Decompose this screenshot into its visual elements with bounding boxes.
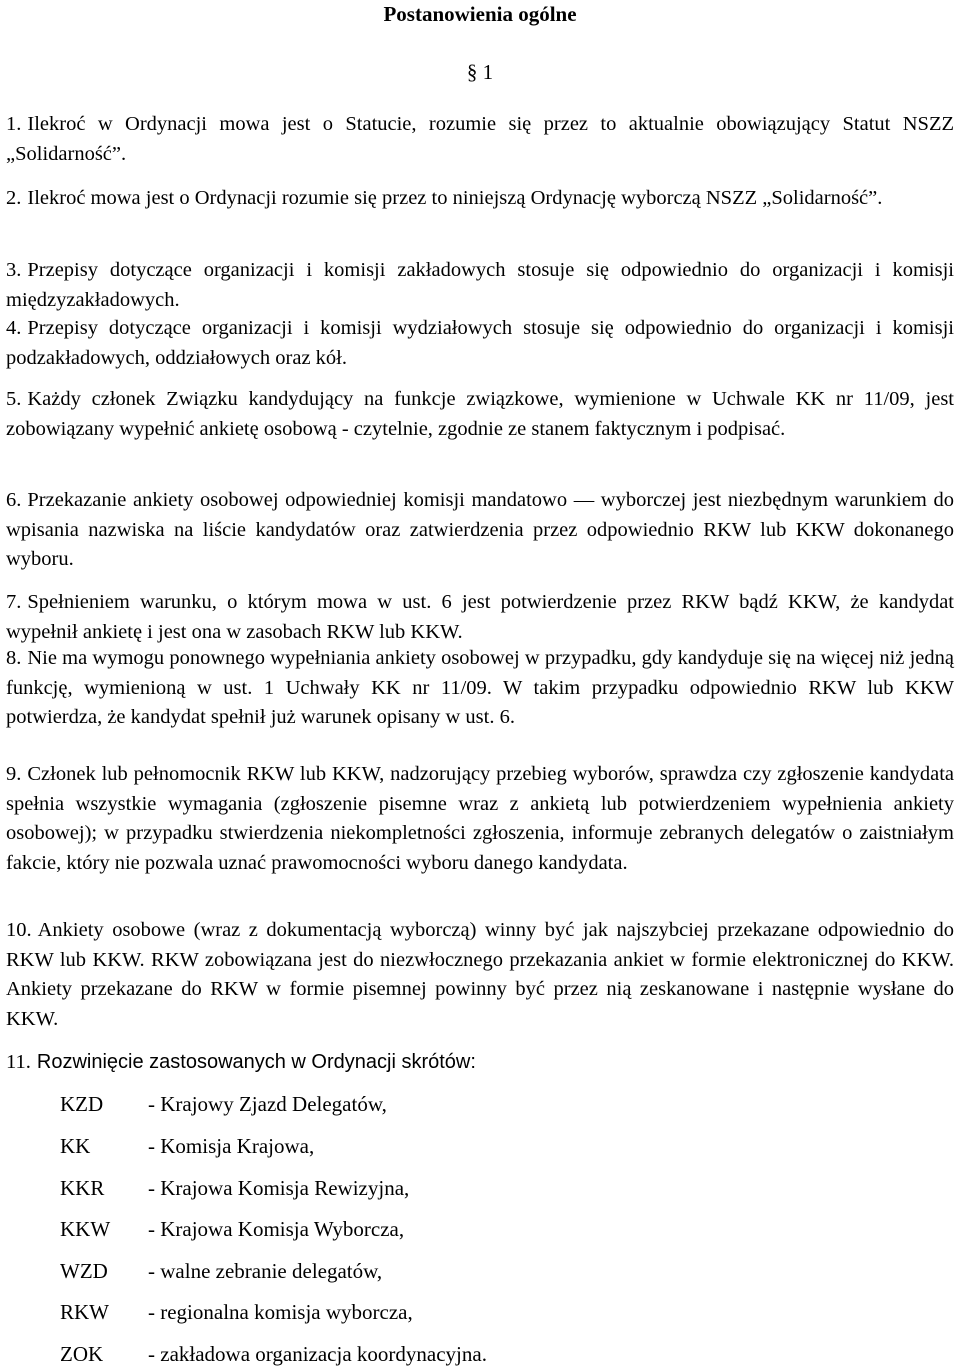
abbreviation-row — [60, 1298, 413, 1326]
abbreviation-row — [60, 1132, 314, 1160]
item-number: 5. — [6, 388, 22, 410]
provision-item — [6, 486, 954, 575]
item-text: Członek lub pełnomocnik RKW lub KKW, nadzorujący przebieg wyborów, sprawdza czy zgłoszenie kandydata spełnia wszystkie wymagania (zgłoszenie pisemne wraz z ankietą lub potwierdzeniem wypełnienia ankiety osobowej); w przypadku stwierdzenia niekompletności zgłoszenia, informuje zebranych delegatów o zaistniałym fakcie, który nie pozwala uznać prawomocności wyboru danego kandydata. — [6, 763, 954, 874]
abbreviation-row — [60, 1257, 382, 1285]
item-text: Ilekroć mowa jest o Ordynacji rozumie się przez to niniejszą Ordynację wyborczą NSZZ „Solidarność”. — [27, 187, 883, 209]
item-number: 10. — [6, 919, 32, 941]
abbreviation-code: RKW — [60, 1300, 109, 1324]
abbreviation-row — [60, 1090, 387, 1118]
item-number: 11. — [6, 1051, 31, 1073]
provision-item — [6, 385, 954, 444]
item-number: 9. — [6, 763, 22, 785]
provision-item — [6, 760, 954, 878]
abbreviation-code: KKR — [60, 1176, 105, 1200]
item-text: Nie ma wymogu ponownego wypełniania ankiety osobowej w przypadku, gdy kandyduje się na więcej niż jedną funkcję, wymienioną w ust. 1 Uchwały KK nr 11/09. W takim przypadku odpowiednio RKW lub KKW potwierdza, że kandydat spełnił już warunek opisany w ust. 6. — [6, 647, 954, 728]
item-text: Rozwinięcie zastosowanych w Ordynacji skrótów: — [36, 1051, 476, 1073]
item-text: Ankiety osobowe (wraz z dokumentacją wyborczą) winny być jak najszybciej przekazane odpowiednio do RKW lub KKW. RKW zobowiązana jest do niezwłocznego przekazania ankiet w formie elektronicznej do KKW. Ankiety przekazane do RKW w formie pisemnej powinny być przez nią zeskanowane i następnie wysłane do KKW. — [6, 919, 954, 1030]
provision-item — [6, 1048, 954, 1078]
item-text: Przekazanie ankiety osobowej odpowiedniej komisji mandatowo — wyborczej jest niezbędnym warunkiem do wpisania nazwiska na liście kandydatów oraz zatwierdzenia przez odpowiednio RKW lub KKW dokonanego wyboru. — [6, 489, 954, 570]
item-number: 4. — [6, 317, 22, 339]
abbreviation-row — [60, 1340, 487, 1368]
paragraph-number: § 1 — [466, 60, 494, 84]
abbreviation-row — [60, 1174, 409, 1202]
item-number: 7. — [6, 591, 22, 613]
provision-item — [6, 916, 954, 1034]
item-text: Ilekroć w Ordynacji mowa jest o Statucie, rozumie się przez to aktualnie obowiązujący Statut NSZZ „Solidarność”. — [6, 113, 954, 165]
item-number: 8. — [6, 647, 22, 669]
item-text: Przepisy dotyczące organizacji i komisji zakładowych stosuje się odpowiednio do organizacji i komisji międzyzakładowych. — [6, 259, 954, 311]
item-number: 1. — [6, 113, 22, 135]
abbreviation-description: - walne zebranie delegatów, — [148, 1259, 383, 1283]
item-text: Każdy członek Związku kandydujący na funkcje związkowe, wymienione w Uchwale KK nr 11/09, jest zobowiązany wypełnić ankietę osobową - czytelnie, zgodnie ze stanem faktycznym i podpisać. — [6, 388, 954, 440]
provision-item — [6, 644, 954, 733]
provision-item — [6, 110, 954, 169]
item-text: Przepisy dotyczące organizacji i komisji wydziałowych stosuje się odpowiednio do organizacji i komisji podzakładowych, oddziałowych oraz kół. — [6, 317, 954, 369]
abbreviation-description: - Komisja Krajowa, — [148, 1134, 315, 1158]
provision-item — [6, 314, 954, 373]
abbreviation-description: - Krajowa Komisja Wyborcza, — [148, 1217, 405, 1241]
abbreviation-description: - Krajowy Zjazd Delegatów, — [148, 1092, 387, 1116]
provision-item — [6, 184, 954, 214]
item-number: 3. — [6, 259, 22, 281]
item-text: Spełnieniem warunku, o którym mowa w ust. 6 jest potwierdzenie przez RKW bądź KKW, że kandydat wypełnił ankietę i jest ona w zasobach RKW lub KKW. — [6, 591, 954, 643]
abbreviation-code: KKW — [60, 1217, 111, 1241]
provision-item — [6, 588, 954, 647]
item-number: 6. — [6, 489, 22, 511]
abbreviation-code: ZOK — [60, 1342, 104, 1366]
abbreviation-code: WZD — [60, 1259, 108, 1283]
abbreviation-description: - regionalna komisja wyborcza, — [148, 1300, 413, 1324]
item-number: 2. — [6, 187, 22, 209]
abbreviation-code: KZD — [60, 1092, 104, 1116]
abbreviation-description: - zakładowa organizacja koordynacyjna. — [148, 1342, 487, 1366]
section-title: Postanowienia ogólne — [383, 2, 577, 26]
provision-item — [6, 256, 954, 315]
abbreviation-code: KK — [60, 1134, 91, 1158]
abbreviation-row — [60, 1215, 404, 1243]
abbreviation-description: - Krajowa Komisja Rewizyjna, — [148, 1176, 410, 1200]
